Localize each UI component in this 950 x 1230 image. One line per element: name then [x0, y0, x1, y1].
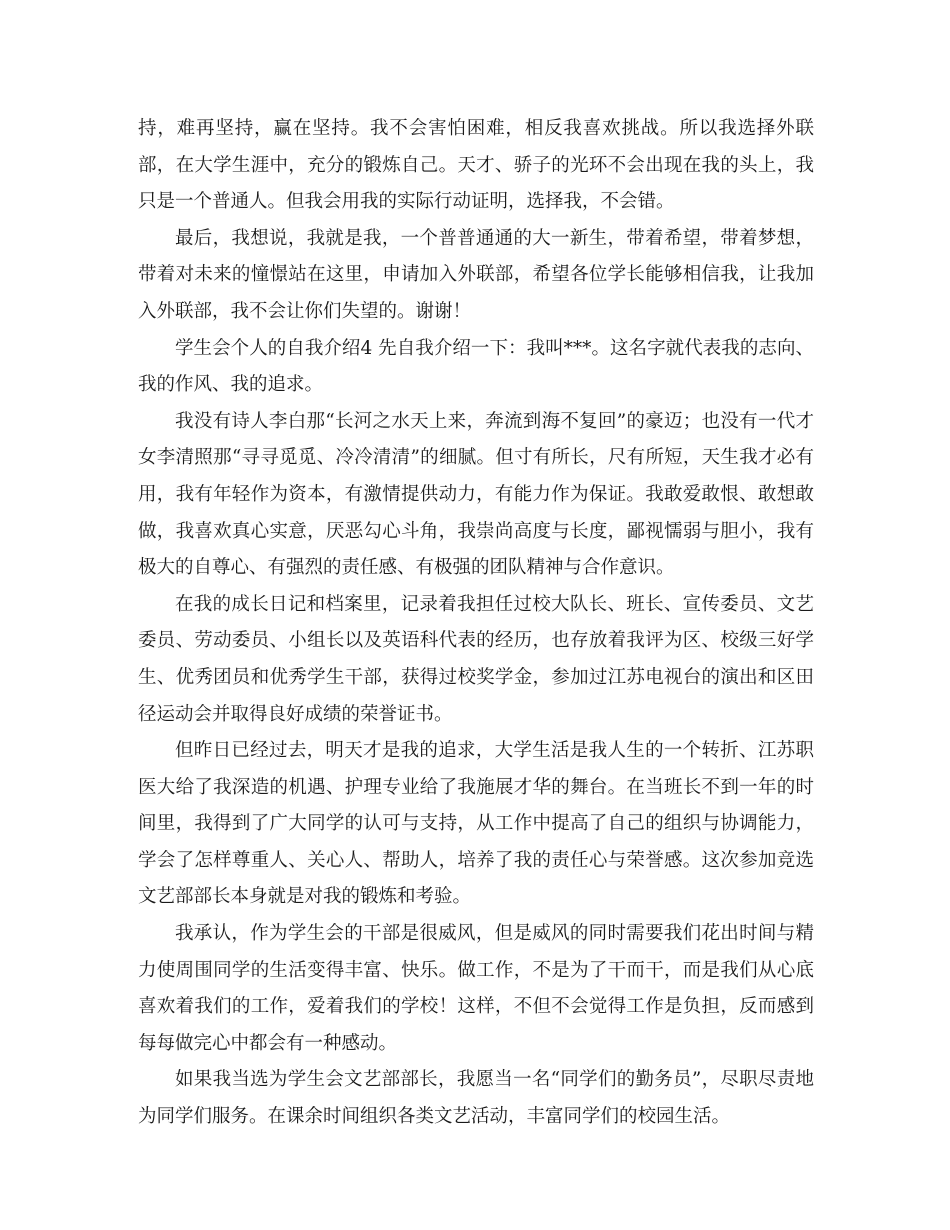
paragraph-2: 最后，我想说，我就是我，一个普普通通的大一新生，带着希望，带着梦想，带着对未来的憧憬站在这里，申请加入外联部，希望各位学长能够相信我，让我加入外联部，我不会让你们失望的。谢谢！ [138, 227, 814, 322]
paragraph-8: 如果我当选为学生会文艺部部长，我愿当一名“同学们的勤务员”，尽职尽责地为同学们服务。在课余时间组织各类文艺活动，丰富同学们的校园生活。 [138, 1069, 814, 1128]
paragraph-7: 我承认，作为学生会的干部是很威风，但是威风的同时需要我们花出时间与精力使周围同学的生活变得丰富、快乐。做工作，不是为了干而干，而是我们从心底喜欢着我们的工作，爱着我们的学校！这样，不但不会觉得工作是负担，反而感到每每做完心中都会有一种感动。 [138, 923, 814, 1054]
paragraph-3: 学生会个人的自我介绍4 先自我介绍一下：我叫***。这名字就代表我的志向、我的作风、我的追求。 [138, 337, 814, 396]
paragraph-6: 但昨日已经过去，明天才是我的追求，大学生活是我人生的一个转折、江苏职医大给了我深造的机遇、护理专业给了我施展才华的舞台。在当班长不到一年的时间里，我得到了广大同学的认可与支持，从工作中提高了自己的组织与协调能力，学会了怎样尊重人、关心人、帮助人，培养了我的责任心与荣誉感。这次参加竞选文艺部部长本身就是对我的锻炼和考验。 [138, 740, 814, 908]
paragraph-5: 在我的成长日记和档案里，记录着我担任过校大队长、班长、宣传委员、文艺委员、劳动委员、小组长以及英语科代表的经历，也存放着我评为区、校级三好学生、优秀团员和优秀学生干部，获得过校奖学金，参加过江苏电视台的演出和区田径运动会并取得良好成绩的荣誉证书。 [138, 593, 814, 725]
paragraph-1: 持，难再坚持，赢在坚持。我不会害怕困难，相反我喜欢挑战。所以我选择外联部，在大学生涯中，充分的锻炼自己。天才、骄子的光环不会出现在我的头上，我只是一个普通人。但我会用我的实际行动证明，选择我，不会错。 [138, 118, 814, 213]
document-body [138, 111, 814, 1136]
paragraph-4: 我没有诗人李白那“长河之水天上来，奔流到海不复回”的豪迈；也没有一代才女李清照那“寻寻觅觅、冷冷清清”的细腻。但寸有所长，尺有所短，天生我才必有用，我有年轻作为资本，有激情提供动力，有能力作为保证。我敢爱敢恨、敢想敢做，我喜欢真心实意，厌恶勾心斗角，我崇尚高度与长度，鄙视懦弱与胆小，我有极大的自尊心、有强烈的责任感、有极强的团队精神与合作意识。 [138, 410, 814, 579]
